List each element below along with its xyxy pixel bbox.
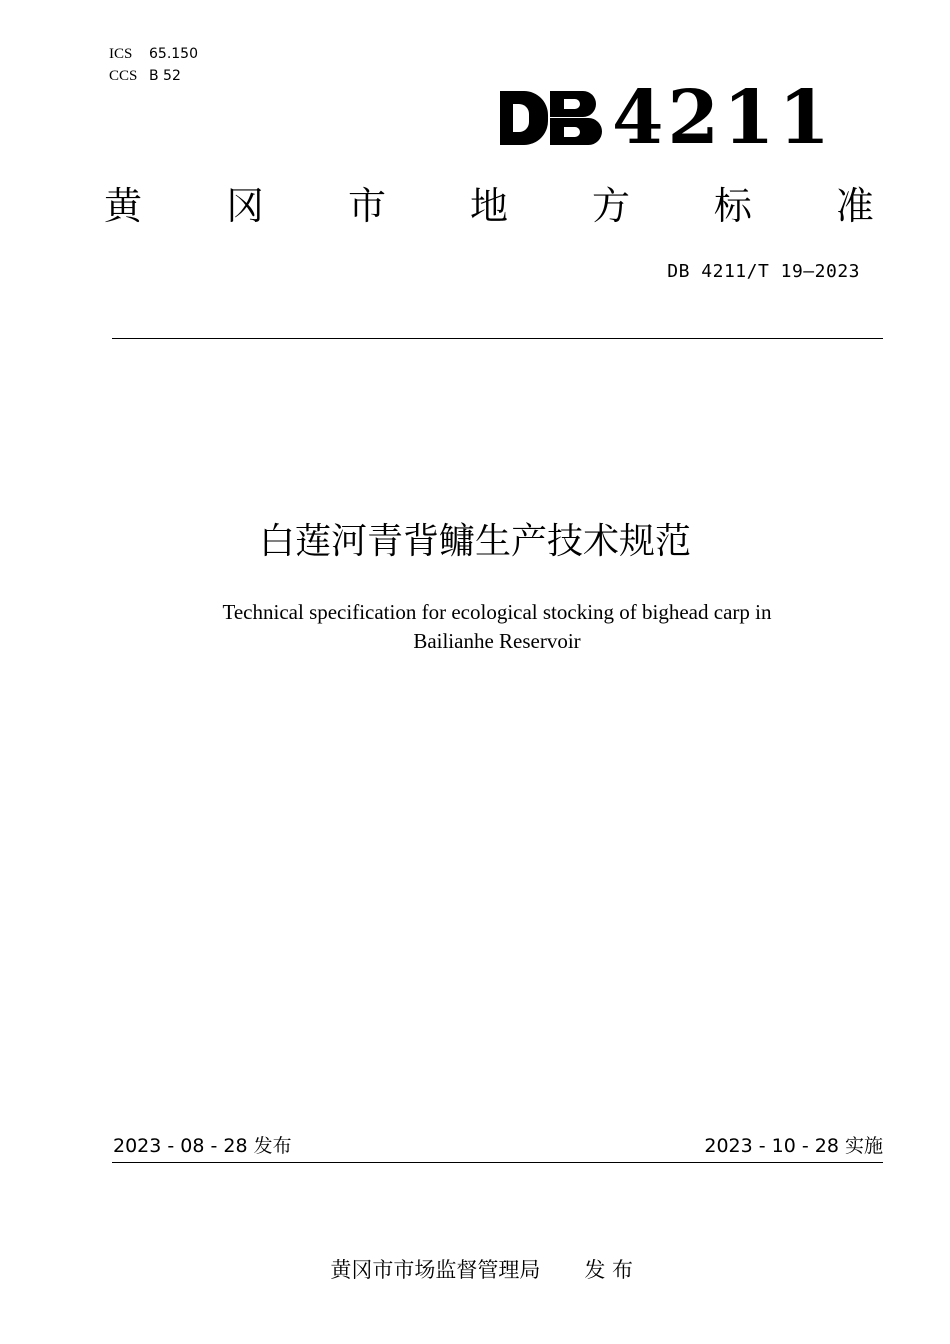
title-en — [150, 598, 844, 656]
release-date: 2023 - 08 - 28 发布 — [113, 1135, 292, 1157]
standard-code: DB 4211/T 19—2023 — [667, 261, 860, 282]
ics-label: ICS — [109, 46, 133, 62]
standard-type-char: 黄 — [104, 184, 143, 228]
issuer-name: 黄冈市市场监督管理局 — [330, 1258, 541, 1282]
ccs-value: B 52 — [149, 68, 181, 84]
standard-type-title — [104, 180, 874, 232]
title-zh: 白莲河青背鳙生产技术规范 — [258, 521, 691, 562]
standard-type-char: 冈 — [225, 184, 264, 228]
db-logo-d-shape — [500, 91, 548, 145]
issuer-line — [0, 1228, 950, 1284]
classification-block — [109, 45, 198, 85]
title-en-line1: Technical specification for ecological stocking of bighead carp in — [222, 600, 772, 624]
implementation-date: 2023 - 10 - 28 实施 — [704, 1135, 883, 1157]
db-logo-number: 4211 — [612, 75, 834, 161]
issue-action: 发 布 — [584, 1258, 634, 1282]
bottom-divider — [112, 1162, 883, 1163]
standard-type-char: 市 — [347, 184, 386, 228]
title-en-line2: Bailianhe Reservoir — [413, 629, 581, 653]
db-logo-b-shape — [550, 91, 602, 145]
top-divider — [112, 338, 883, 339]
standard-type-char: 标 — [713, 184, 752, 228]
db-logo — [500, 75, 834, 161]
standard-type-char: 地 — [469, 184, 508, 228]
db-logo-mark — [500, 88, 602, 148]
ccs-label: CCS — [109, 68, 138, 84]
ics-value: 65.150 — [149, 46, 198, 62]
standard-type-char: 方 — [591, 184, 630, 228]
standard-type-char: 准 — [835, 184, 874, 228]
